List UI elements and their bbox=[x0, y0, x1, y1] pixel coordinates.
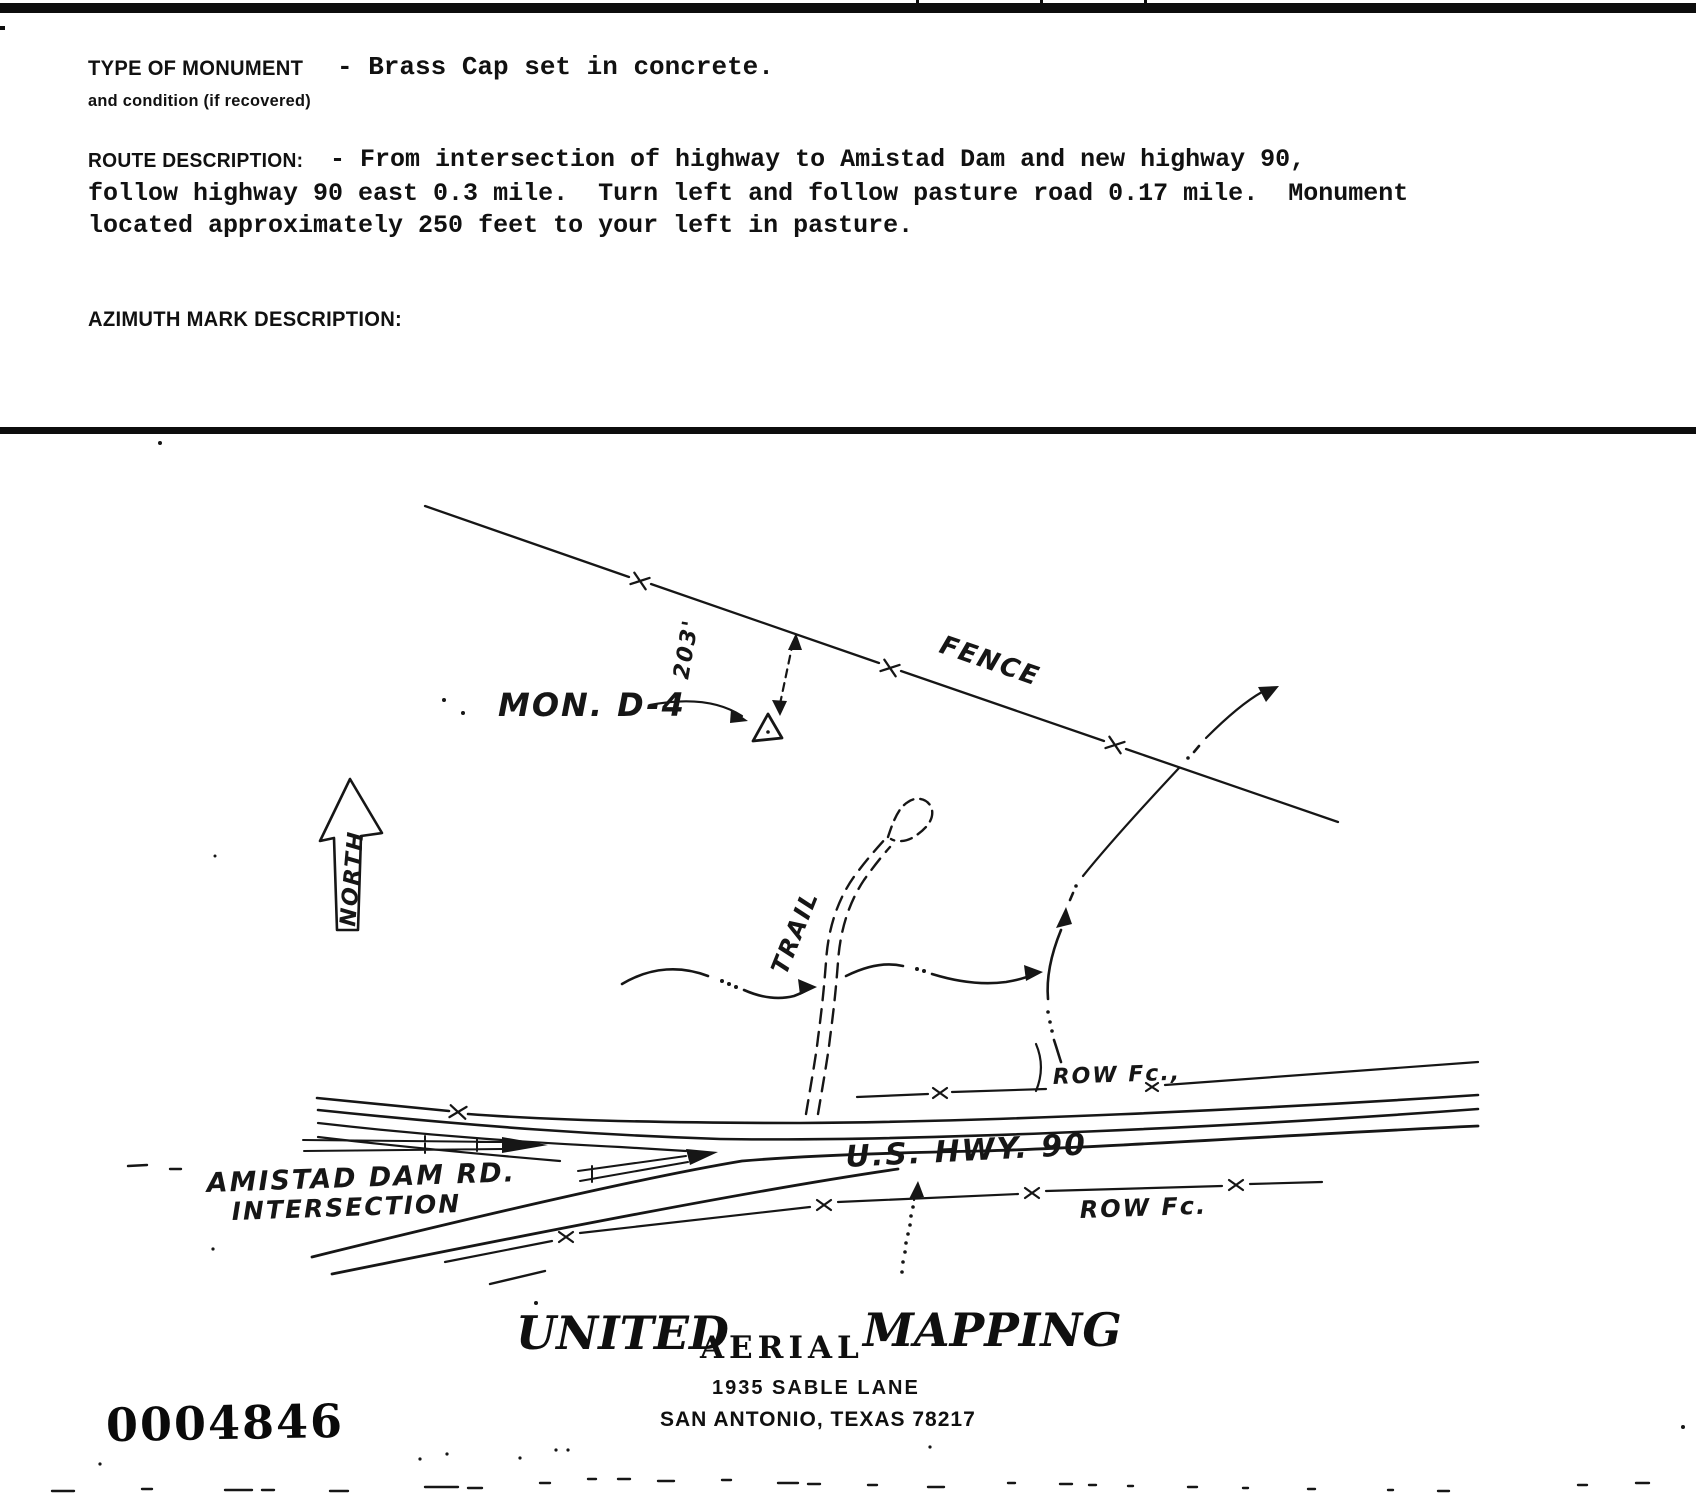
intersection-label-line2: INTERSECTION bbox=[231, 1189, 462, 1226]
fence-x-mark bbox=[933, 1088, 947, 1098]
row-fence-label-upper: ROW Fc., bbox=[1052, 1060, 1182, 1090]
intersection-label-line1: AMISTAD DAM RD. bbox=[206, 1157, 517, 1199]
monument-callout bbox=[442, 686, 748, 724]
fence-x-mark bbox=[1025, 1188, 1039, 1198]
monument-triangle-symbol bbox=[753, 714, 782, 741]
monument-label: MON. D-4 bbox=[498, 686, 686, 724]
type-of-monument-value: - Brass Cap set in concrete. bbox=[337, 52, 774, 82]
fence-x-mark bbox=[630, 573, 649, 590]
route-description-line2: follow highway 90 east 0.3 mile. Turn left and follow pasture road 0.17 mile. Monument bbox=[88, 179, 1409, 208]
north-arrow bbox=[320, 779, 382, 930]
condition-subnote: and condition (if recovered) bbox=[88, 91, 311, 110]
row-fence-connector bbox=[1036, 1044, 1041, 1091]
route-description-line1: - From intersection of highway to Amistad Dam and new highway 90, bbox=[330, 145, 1306, 174]
fence-label: FENCE bbox=[935, 630, 1044, 693]
fence-x-mark bbox=[817, 1200, 831, 1210]
fence-x-mark bbox=[1105, 737, 1124, 754]
row-fence-label-lower: ROW Fc. bbox=[1079, 1191, 1208, 1224]
gore-arrow bbox=[578, 1149, 718, 1182]
turnoff-dotted-route bbox=[900, 1181, 924, 1274]
route-description-label: ROUTE DESCRIPTION: bbox=[88, 150, 304, 172]
trail-label: TRAIL bbox=[765, 886, 825, 979]
monument-tie bbox=[669, 617, 802, 741]
fence-x-mark bbox=[1229, 1180, 1243, 1190]
route-arrowhead bbox=[909, 1181, 924, 1199]
trail-end-loop bbox=[888, 799, 932, 841]
azimuth-mark-label: AZIMUTH MARK DESCRIPTION: bbox=[88, 308, 403, 331]
fence-x-mark bbox=[880, 660, 899, 677]
fence-line bbox=[425, 506, 1338, 822]
company-address-street: 1935 SABLE LANE bbox=[712, 1377, 920, 1399]
route-arrowhead bbox=[1056, 907, 1072, 928]
serial-number-stamp: 0004846 bbox=[105, 1393, 345, 1453]
trail bbox=[766, 799, 933, 1114]
pasture-road-route bbox=[622, 686, 1279, 1062]
intersection-callout bbox=[128, 1157, 516, 1250]
callout-arrowhead bbox=[730, 709, 748, 723]
route-arrowhead bbox=[1024, 965, 1043, 981]
highway-label: U.S. HWY. 90 bbox=[844, 1127, 1088, 1175]
fence-x-mark bbox=[559, 1232, 573, 1242]
tie-distance-label: 203' bbox=[669, 616, 705, 682]
company-name-aerial: AERIAL bbox=[700, 1330, 864, 1366]
type-of-monument-label: TYPE OF MONUMENT bbox=[88, 57, 304, 80]
tie-arrowhead-down bbox=[772, 700, 787, 716]
route-arrowhead bbox=[1258, 686, 1279, 702]
company-name-mapping: MAPPING bbox=[863, 1303, 1122, 1357]
route-arrowhead bbox=[798, 979, 817, 995]
route-description-line3: located approximately 250 feet to your left in pasture. bbox=[88, 211, 914, 240]
fence-x-mark bbox=[449, 1105, 466, 1119]
company-name-united: UNITED bbox=[516, 1306, 729, 1360]
north-label: NORTH bbox=[336, 829, 370, 928]
company-address-city: SAN ANTONIO, TEXAS 78217 bbox=[660, 1408, 976, 1431]
